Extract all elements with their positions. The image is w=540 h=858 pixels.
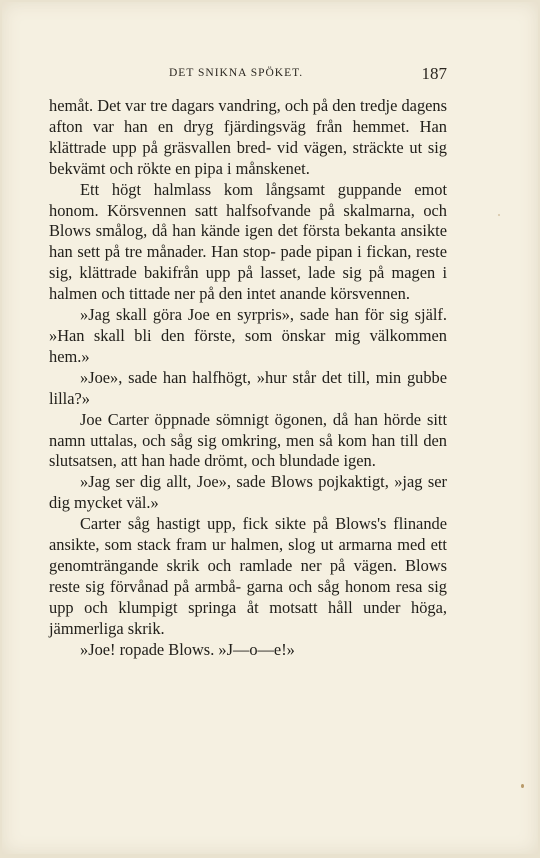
paragraph: »Jag ser dig allt, Joe», sade Blows pojkaktigt, »jag ser dig mycket väl.» bbox=[49, 472, 447, 513]
paper-speck bbox=[498, 214, 500, 216]
paper-speck bbox=[521, 784, 524, 788]
book-page bbox=[2, 2, 538, 854]
paragraph: hemåt. Det var tre dagars vandring, och på den tredje dagens afton var han en dryg fjärdingsväg från hemmet. Han klättrade upp på gräsvallen bred- vid vägen, sträckte ut sig bekvämt och rökte en pipa i månskenet. bbox=[49, 96, 447, 178]
page-header bbox=[49, 64, 447, 86]
paragraph: Ett högt halmlass kom långsamt guppande emot honom. Körsvennen satt halfsofvande på skalmarna, och Blows smålog, då han kände igen det första bekanta ansikte han sett på tre månader. Han stop- pade pipan i fickan, reste sig, klättrade bakifrån upp på lasset, lade sig på magen i halmen och tittade ner på den intet anande körsvennen. bbox=[49, 179, 447, 304]
paragraph: »Jag skall göra Joe en syrpris», sade han för sig själf. »Han skall bli den förste, som önskar mig välkommen hem.» bbox=[49, 305, 447, 366]
running-head: DET SNIKNA SPÖKET. bbox=[169, 67, 304, 79]
body-text bbox=[49, 96, 447, 660]
page-number: 187 bbox=[421, 64, 447, 83]
paragraph: »Joe», sade han halfhögt, »hur står det till, min gubbe lilla?» bbox=[49, 367, 447, 408]
paragraph: Joe Carter öppnade sömnigt ögonen, då han hörde sitt namn uttalas, och såg sig omkring, men så kom han till den slutsatsen, att han hade drömt, och blundade igen. bbox=[49, 409, 447, 471]
paragraph: »Joe! ropade Blows. »J—o—e!» bbox=[80, 639, 295, 659]
paragraph: Carter såg hastigt upp, fick sikte på Blows's flinande ansikte, som stack fram ur halmen, slog ut armarna med ett genomträngande skrik och ramlade ner på vägen. Blows reste sig förvånad på armbå- garna och såg honom resa sig upp och klumpigt springa åt motsatt håll under höga, jämmerliga skrik. bbox=[49, 514, 447, 638]
